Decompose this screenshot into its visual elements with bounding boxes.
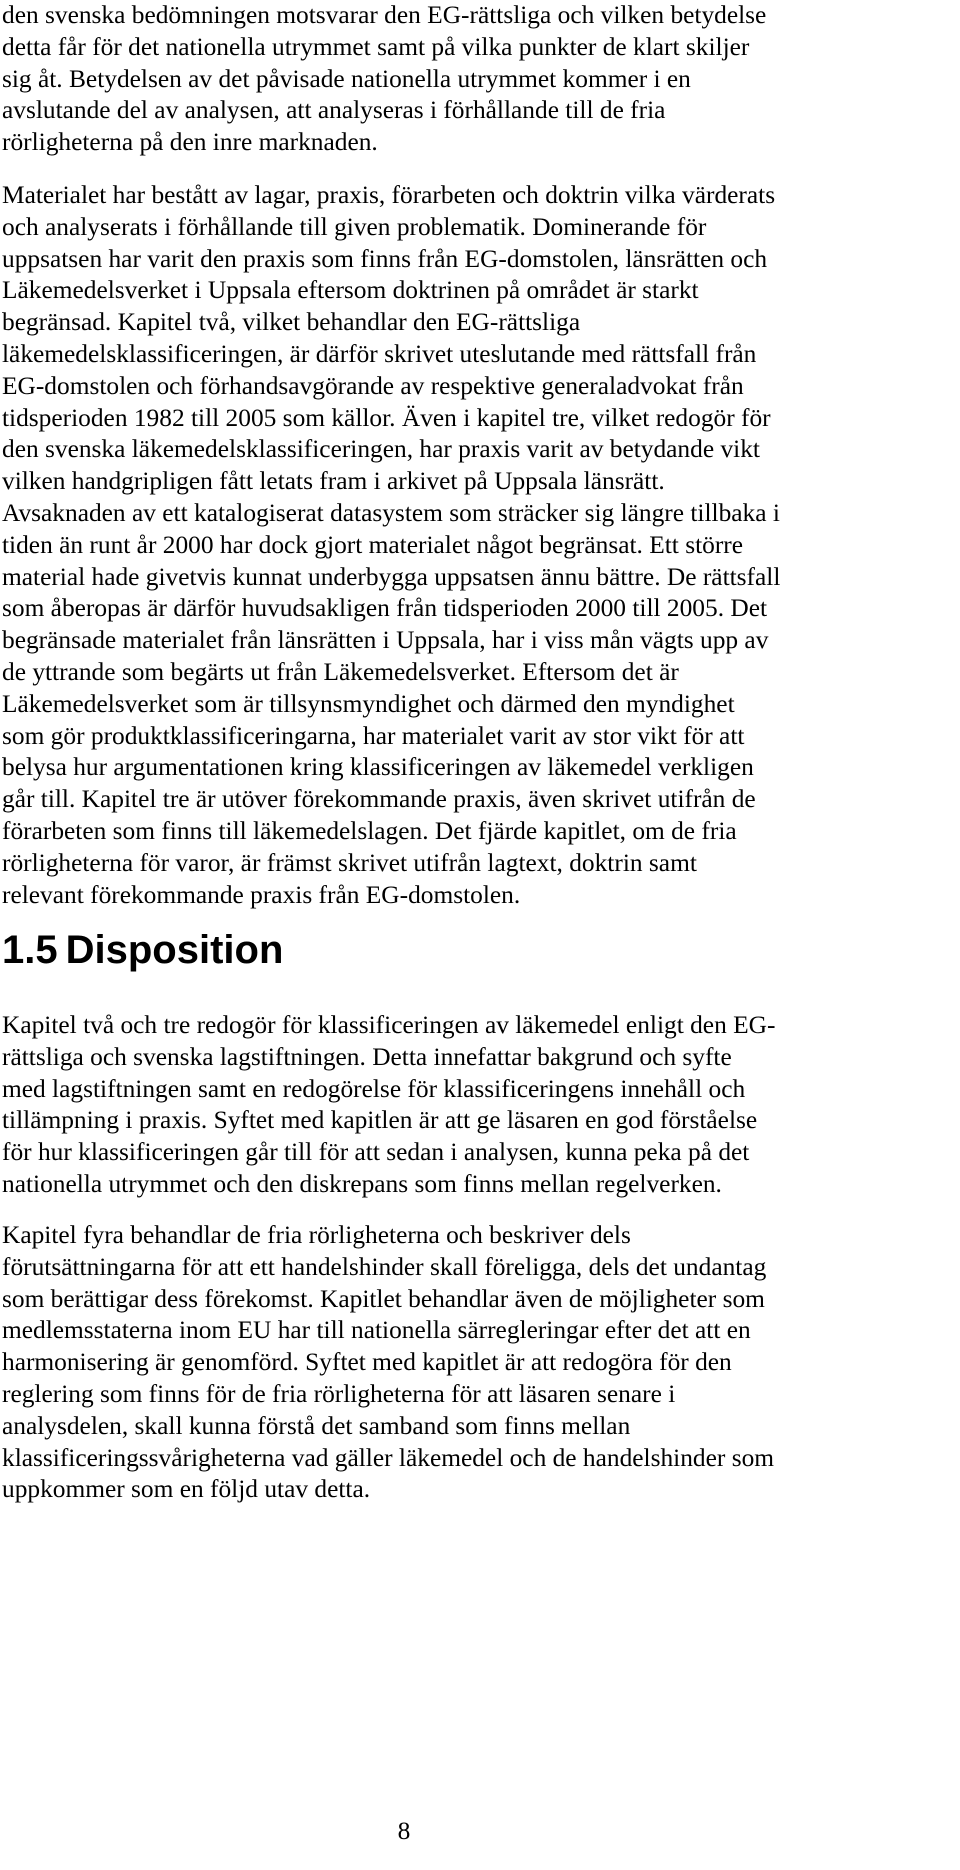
text-line: Kapitel två och tre redogör för klassificeringen av läkemedel enligt den EG- (2, 1011, 776, 1039)
section-title: Disposition (65, 928, 284, 972)
text-line: medlemsstaterna inom EU har till nationella särregleringar efter det att en (2, 1316, 751, 1345)
text-line: den svenska läkemedelsklassificeringen, har praxis varit av betydande vikt (2, 435, 760, 464)
text-line: belysa hur argumentationen kring klassificeringen av läkemedel verkligen (2, 753, 754, 782)
text-line: reglering som finns för de fria rörligheterna för att läsaren senare i (2, 1379, 676, 1408)
text-line: relevant förekommande praxis från EG-domstolen. (2, 880, 521, 909)
text-line: som åberopas är därför huvudsakligen från tidsperioden 2000 till 2005. Det (2, 594, 768, 623)
section-number: 1.5 (2, 928, 58, 972)
text-line: för hur klassificeringen går till för att sedan i analysen, kunna peka på det (2, 1138, 750, 1167)
text-line: förutsättningarna för att ett handelshinder skall föreligga, dels det undantag (2, 1252, 767, 1281)
text-line: rörligheterna för varor, är främst skrivet utifrån lagtext, doktrin samt (2, 848, 697, 877)
text-line: tillämpning i praxis. Syftet med kapitlen är att ge läsaren en god förståelse (2, 1106, 758, 1135)
text-line: förarbeten som finns till läkemedelslagen. Det fjärde kapitlet, om de fria (2, 816, 737, 845)
text-line: harmonisering är genomförd. Syftet med kapitlet är att redogöra för den (2, 1348, 732, 1377)
text-line: som gör produktklassificeringarna, har materialet varit av stor vikt för att (2, 721, 745, 750)
text-line: material hade givetvis kunnat underbygga uppsatsen ännu bättre. De rättsfall (2, 562, 781, 591)
text-line: läkemedelsklassificeringen, är därför skrivet uteslutande med rättsfall från (2, 339, 757, 368)
text-line: begränsade materialet från länsrätten i Uppsala, har i viss mån vägts upp av (2, 626, 769, 655)
disposition-paragraph-1 (2, 1010, 812, 1201)
text-line: tidsperioden 1982 till 2005 som källor. Även i kapitel tre, vilket redogör för (2, 403, 771, 432)
text-line: tiden än runt år 2000 har dock gjort materialet något begränsat. Ett större (2, 530, 744, 559)
text-line: EG-domstolen och förhandsavgörande av respektive generaladvokat från (2, 371, 744, 400)
text-line: analysdelen, skall kunna förstå det samband som finns mellan (2, 1411, 631, 1440)
text-line: klassificeringssvårigheterna vad gäller läkemedel och de handelshinder som (2, 1443, 775, 1472)
text-line: Avsaknaden av ett katalogiserat datasystem som sträcker sig längre tillbaka i (2, 498, 780, 527)
text-line: sig åt. Betydelsen av det påvisade nationella utrymmet kommer i en (2, 64, 691, 93)
text-line: begränsad. Kapitel två, vilket behandlar den EG-rättsliga (2, 308, 581, 337)
text-line: Läkemedelsverket som är tillsynsmyndighet och därmed den myndighet (2, 689, 735, 718)
material-paragraph (2, 180, 812, 911)
text-line: uppkommer som en följd utav detta. (2, 1475, 371, 1504)
text-line: Kapitel fyra behandlar de fria rörligheterna och beskriver dels (2, 1221, 631, 1249)
text-line: rörligheterna på den inre marknaden. (2, 128, 378, 157)
text-line: de yttrande som begärts ut från Läkemedelsverket. Eftersom det är (2, 657, 679, 686)
text-line: detta får för det nationella utrymmet samt på vilka punkter de klart skiljer (2, 32, 750, 61)
text-line: går till. Kapitel tre är utöver förekommande praxis, även skrivet utifrån de (2, 785, 756, 814)
text-line: nationella utrymmet och den diskrepans som finns mellan regelverken. (2, 1169, 722, 1198)
page-number: 8 (397, 1817, 411, 1845)
text-line: avslutande del av analysen, att analyseras i förhållande till de fria (2, 96, 666, 125)
disposition-paragraph-2 (2, 1220, 812, 1506)
text-line: som berättigar dess förekomst. Kapitlet behandlar även de möjligheter som (2, 1284, 765, 1313)
text-line: med lagstiftningen samt en redogörelse för klassificeringens innehåll och (2, 1074, 746, 1103)
text-line: uppsatsen har varit den praxis som finns från EG-domstolen, länsrätten och (2, 244, 768, 273)
text-line: rättsliga och svenska lagstiftningen. Detta innefattar bakgrund och syfte (2, 1042, 732, 1071)
section-heading (2, 926, 283, 974)
intro-paragraph (2, 0, 812, 159)
text-line: Materialet har bestått av lagar, praxis, förarbeten och doktrin vilka värderats (2, 181, 776, 209)
text-line: Läkemedelsverket i Uppsala eftersom doktrinen på området är starkt (2, 276, 699, 305)
text-line: vilken handgripligen fått letats fram i arkivet på Uppsala länsrätt. (2, 467, 665, 496)
text-line: och analyserats i förhållande till given problematik. Dominerande för (2, 212, 707, 241)
text-line: den svenska bedömningen motsvarar den EG-rättsliga och vilken betydelse (2, 1, 767, 29)
